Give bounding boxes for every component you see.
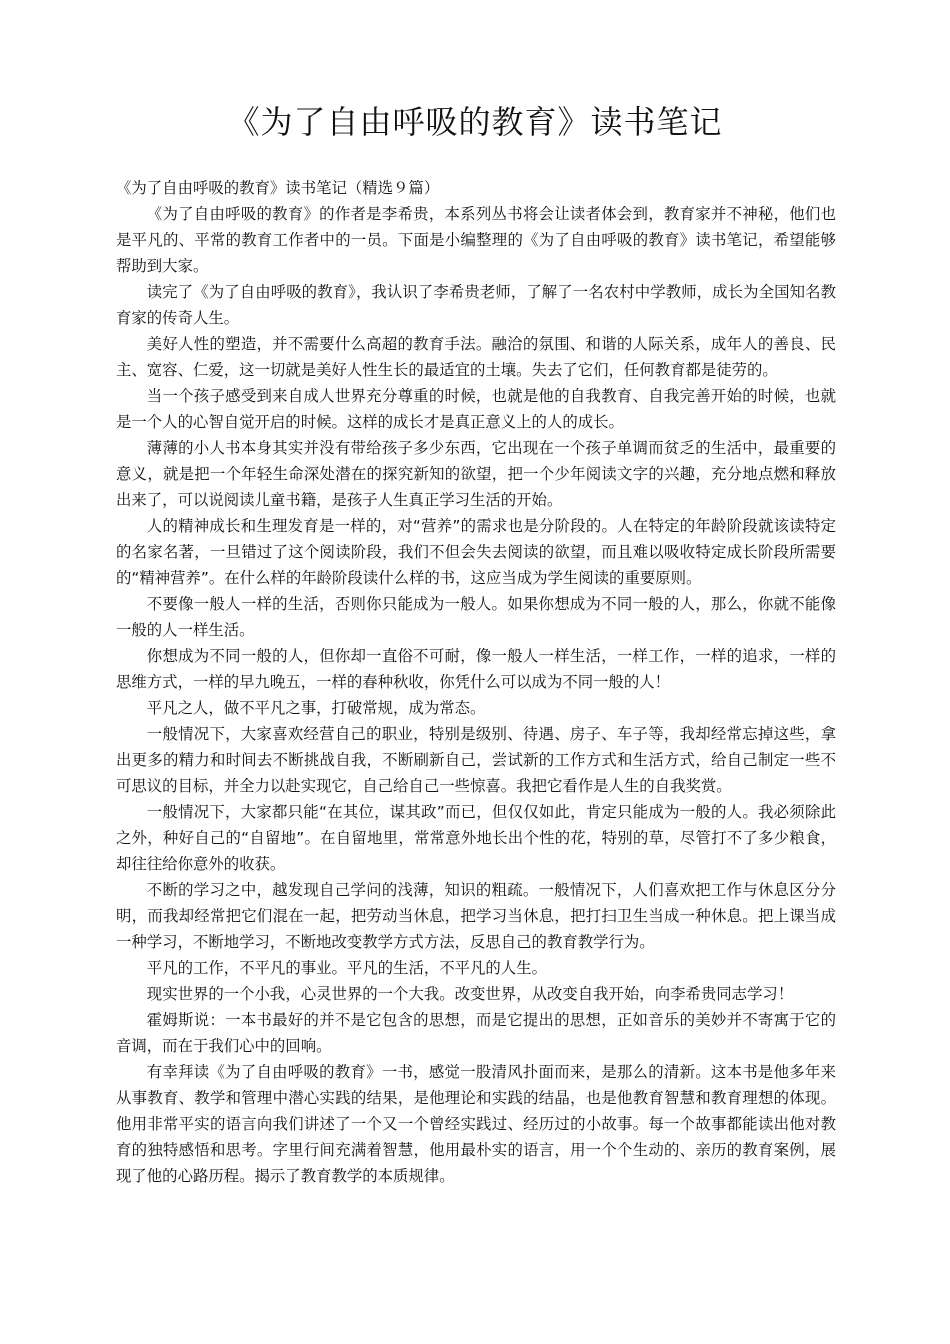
- paragraph: 薄薄的小人书本身其实并没有带给孩子多少东西，它出现在一个孩子单调而贫乏的生活中，最重要的意义，就是把一个年轻生命深处潜在的探究新知的欲望，把一个少年阅读文字的兴趣，充分地点燃和释放出来了，可以说阅读儿童书籍，是孩子人生真正学习生活的开始。: [116, 439, 836, 509]
- paragraph: 不断的学习之中，越发现自己学问的浅薄，知识的粗疏。一般情况下，人们喜欢把工作与休息区分分明，而我却经常把它们混在一起，把劳动当休息，把学习当休息，把打扫卫生当成一种休息。把上课当成一种学习，不断地学习，不断地改变教学方式方法，反思自己的教育教学行为。: [116, 881, 836, 951]
- document-subtitle: 《为了自由呼吸的教育》读书笔记（精选９篇）: [116, 179, 440, 197]
- paragraph: 现实世界的一个小我，心灵世界的一个大我。改变世界，从改变自我开始，向李希贵同志学习！: [146, 985, 794, 1003]
- paragraph: 一般情况下，大家都只能“在其位，谋其政”而已，但仅仅如此，肯定只能成为一般的人。我必须除此之外，种好自己的“自留地”。在自留地里，常常意外地长出个性的花，特别的草，尽管打不了多少粮食，却往往给你意外的收获。: [116, 803, 836, 873]
- document-title: 《为了自由呼吸的教育》读书笔记: [227, 103, 723, 141]
- document-body: [116, 175, 836, 1189]
- paragraph: 不要像一般人一样的生活，否则你只能成为一般人。如果你想成为不同一般的人，那么，你就不能像一般的人一样生活。: [116, 595, 836, 639]
- paragraph: 人的精神成长和生理发育是一样的，对“营养”的需求也是分阶段的。人在特定的年龄阶段就该读特定的名家名著，一旦错过了这个阅读阶段，我们不但会失去阅读的欲望，而且难以吸收特定成长阶段所需要的“精神营养”。在什么样的年龄阶段读什么样的书，这应当成为学生阅读的重要原则。: [116, 517, 836, 587]
- paragraph: 《为了自由呼吸的教育》的作者是李希贵，本系列丛书将会让读者体会到，教育家并不神秘，他们也是平凡的、平常的教育工作者中的一员。下面是小编整理的《为了自由呼吸的教育》读书笔记，希望能够帮助到大家。: [116, 205, 836, 275]
- paragraph: 美好人性的塑造，并不需要什么高超的教育手法。融洽的氛围、和谐的人际关系，成年人的善良、民主、宽容、仁爱，这一切就是美好人性生长的最适宜的土壤。失去了它们，任何教育都是徒劳的。: [116, 335, 836, 379]
- paragraph: 当一个孩子感受到来自成人世界充分尊重的时候，也就是他的自我教育、自我完善开始的时候，也就是一个人的心智自觉开启的时候。这样的成长才是真正意义上的人的成长。: [116, 387, 836, 431]
- paragraph: 有幸拜读《为了自由呼吸的教育》一书，感觉一股清风扑面而来，是那么的清新。这本书是他多年来从事教育、教学和管理中潜心实践的结果，是他理论和实践的结晶，也是他教育智慧和教育理想的体现。他用非常平实的语言向我们讲述了一个又一个曾经实践过、经历过的小故事。每一个故事都能读出他对教育的独特感悟和思考。字里行间充满着智慧，他用最朴实的语言，用一个个生动的、亲历的教育案例，展现了他的心路历程。揭示了教育教学的本质规律。: [116, 1063, 836, 1185]
- paragraph: 一般情况下，大家喜欢经营自己的职业，特别是级别、待遇、房子、车子等，我却经常忘掉这些，拿出更多的精力和时间去不断挑战自我，不断刷新自己，尝试新的工作方式和生活方式，给自己制定一些不可思议的目标，并全力以赴实现它，自己给自己一些惊喜。我把它看作是人生的自我奖赏。: [116, 725, 836, 795]
- paragraph: 读完了《为了自由呼吸的教育》，我认识了李希贵老师，了解了一名农村中学教师，成长为全国知名教育家的传奇人生。: [116, 283, 836, 327]
- paragraph: 平凡之人，做不平凡之事，打破常规，成为常态。: [146, 699, 486, 717]
- paragraph: 平凡的工作，不平凡的事业。平凡的生活，不平凡的人生。: [146, 959, 547, 977]
- paragraph: 你想成为不同一般的人，但你却一直俗不可耐，像一般人一样生活，一样工作，一样的追求，一样的思维方式，一样的早九晚五，一样的春种秋收，你凭什么可以成为不同一般的人！: [116, 647, 836, 691]
- paragraph: 霍姆斯说：一本书最好的并不是它包含的思想，而是它提出的思想，正如音乐的美妙并不寄寓于它的音调，而在于我们心中的回响。: [116, 1011, 836, 1055]
